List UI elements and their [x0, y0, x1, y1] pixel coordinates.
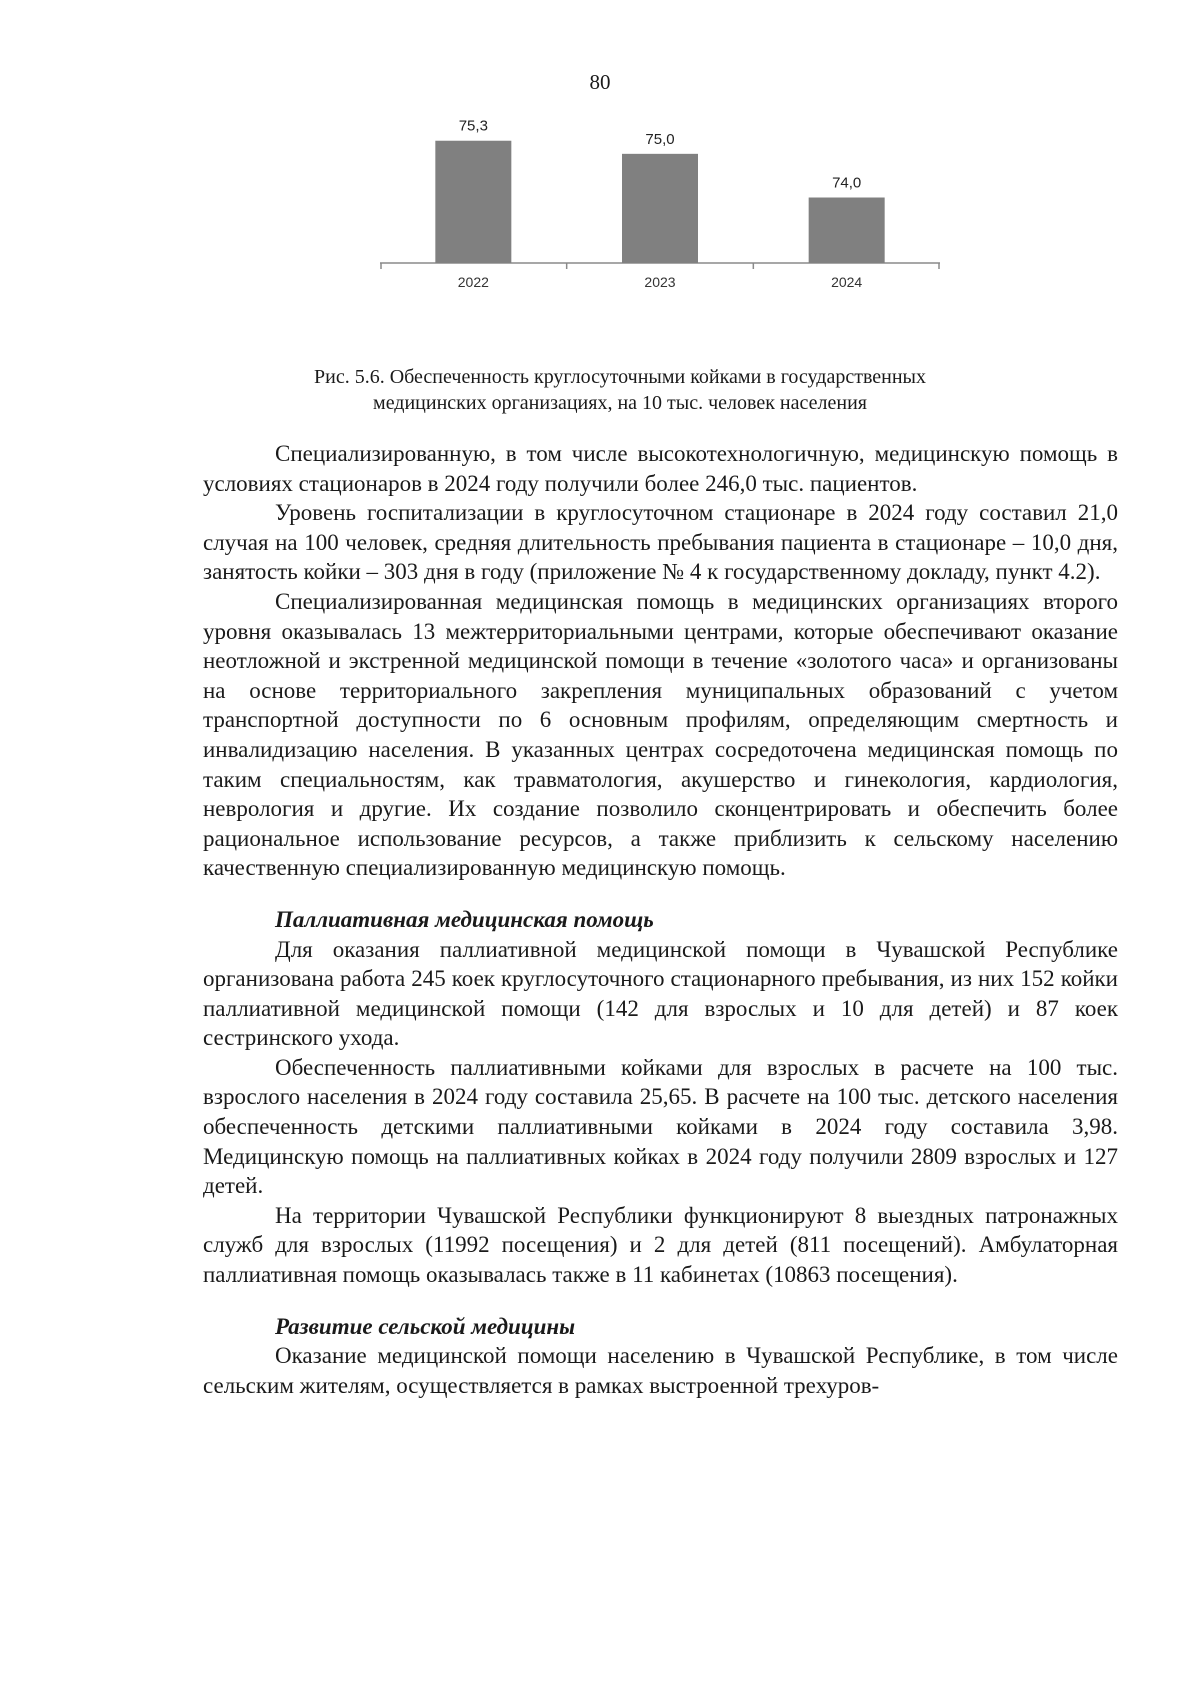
- x-tick-label-2022: 2022: [457, 274, 489, 290]
- bar-2024: [809, 198, 885, 264]
- bar-value-label-2023: 75,0: [645, 130, 675, 148]
- paragraph-hospitalization-level: Уровень госпитализации в круглосуточном стационаре в 2024 году составил 21,0 случая на 100 человек, средняя длительность пребывания пациента в стационаре – 10,0 дня, занятость койки – 303 дня в году (приложение № 4 к государственному докладу, пункт 4.2).: [203, 500, 1118, 585]
- paragraph-patronage-services: На территории Чувашской Республики функционируют 8 выездных патронажных служб для взрослых (11992 посещения) и 2 для детей (811 посещений). Амбулаторная паллиативная помощь оказывалась также в 11 кабинетах (10863 посещения).: [203, 1202, 1118, 1288]
- figure-caption: [200, 364, 1040, 416]
- body-text: [203, 439, 1118, 1400]
- paragraph-interterritorial-centers: Специализированная медицинская помощь в медицинских организациях второго уровня оказывалась 13 межтерриториальными центрами, которые обеспечивают оказание неотложной и экстренной медицинской помощи в течение «золотого часа» и организованы на основе территориального закрепления муниципальных образований с учетом транспортной доступности по 6 основным профилям, определяющим смертность и инвалидизацию населения. В указанных центрах сосредоточена медицинская помощь по таким специальностям, как травматология, акушерство и гинекология, кардиология, неврология и другие. Их создание позволило сконцентрировать и обеспечить более рациональное использование ресурсов, а также приблизить к сельскому населению качественную специализированную медицинскую помощь.: [203, 588, 1118, 881]
- bar-chart: [380, 117, 940, 332]
- bar-value-label-2024: 74,0: [832, 174, 862, 192]
- bar-2023: [622, 154, 698, 263]
- section-heading-rural-medicine: Развитие сельской медицины: [275, 1313, 576, 1339]
- paragraph-palliative-provision: Обеспеченность паллиативными койками для взрослых в расчете на 100 тыс. взрослого населения в 2024 году составила 25,65. В расчете на 100 тыс. детского населения обеспеченность детскими паллиативными койками в 2024 году составила 3,98. Медицинскую помощь на паллиативных койках в 2024 году получили 2809 взрослых и 127 детей.: [203, 1054, 1118, 1199]
- x-tick-label-2024: 2024: [831, 274, 863, 290]
- section-heading-palliative: Паллиативная медицинская помощь: [275, 906, 654, 932]
- paragraph-rural-medicine: Оказание медицинской помощи населению в Чувашской Республике, в том числе сельским жителям, осуществляется в рамках выстроенной трехуров-: [203, 1343, 1118, 1398]
- bar-chart-svg: [380, 117, 940, 332]
- figure-caption-line-2: медицинских организациях, на 10 тыс. человек населения: [373, 392, 867, 414]
- figure-caption-line-1: Рис. 5.6. Обеспеченность круглосуточными койками в государственных: [314, 366, 926, 388]
- page-number: 80: [589, 70, 611, 94]
- paragraph-specialized-care: Специализированную, в том числе высокотехнологичную, медицинскую помощь в условиях стационаров в 2024 году получили более 246,0 тыс. пациентов.: [203, 441, 1118, 496]
- x-tick-label-2023: 2023: [644, 274, 676, 290]
- paragraph-palliative-beds: Для оказания паллиативной медицинской помощи в Чувашской Республике организована работа 245 коек круглосуточного стационарного пребывания, из них 152 койки паллиативной медицинской помощи (142 для взрослых и 10 для детей) и 87 коек сестринского ухода.: [203, 936, 1118, 1051]
- bar-value-label-2022: 75,3: [458, 117, 488, 135]
- bar-2022: [435, 141, 511, 263]
